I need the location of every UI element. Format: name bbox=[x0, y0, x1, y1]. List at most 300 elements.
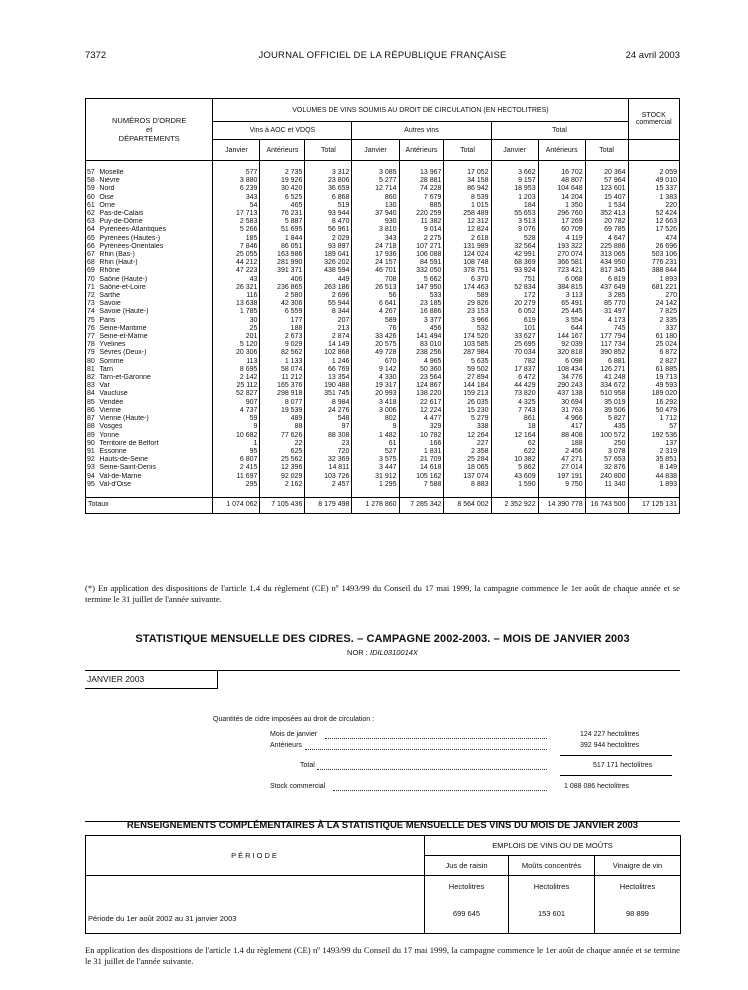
table-row bbox=[86, 226, 680, 234]
cidre-total-value: 517 171 hectolitres bbox=[593, 762, 653, 769]
col-janvier: Janvier bbox=[352, 140, 399, 161]
table-cell: 6 370 bbox=[444, 276, 491, 284]
table-cell: 296 760 bbox=[538, 210, 585, 218]
table-cell: 92 039 bbox=[538, 341, 585, 349]
col-total: Total bbox=[585, 140, 628, 161]
dept-name: Pyrénées-Atlantiques bbox=[99, 226, 212, 234]
table-cell: 885 bbox=[399, 202, 444, 210]
table-cell: 519 bbox=[305, 202, 352, 210]
table-cell: 332 050 bbox=[399, 267, 444, 275]
table-cell: 1 350 bbox=[538, 202, 585, 210]
table-cell: 74 228 bbox=[399, 185, 444, 193]
table-cell: 2 673 bbox=[260, 333, 305, 341]
table-row bbox=[86, 464, 680, 472]
table-cell: 3 447 bbox=[352, 464, 399, 472]
col-janvier: Janvier bbox=[491, 140, 538, 161]
table-cell: 225 886 bbox=[585, 243, 628, 251]
dept-number: 68 bbox=[86, 259, 100, 267]
table-row bbox=[86, 276, 680, 284]
table-cell: 19 713 bbox=[628, 374, 679, 382]
table-cell: 3 085 bbox=[352, 169, 399, 177]
dept-name: Seine-et-Marne bbox=[99, 333, 212, 341]
table-cell: 298 918 bbox=[260, 390, 305, 398]
aoc-group-header: Vins à AOC et VDQS bbox=[213, 122, 352, 140]
table-cell: 9 bbox=[352, 423, 399, 431]
dept-name: Puy-de-Dôme bbox=[99, 218, 212, 226]
table-cell: 1 785 bbox=[213, 308, 260, 316]
table-cell: 54 bbox=[213, 202, 260, 210]
table-cell: 42 991 bbox=[491, 251, 538, 259]
dept-number: 63 bbox=[86, 218, 100, 226]
cidre-anterieurs-value: 392 944 hectolitres bbox=[580, 742, 640, 749]
col-total: Total bbox=[444, 140, 491, 161]
table-cell: 528 bbox=[491, 235, 538, 243]
table-row bbox=[86, 210, 680, 218]
dept-number: 85 bbox=[86, 399, 100, 407]
table-row bbox=[86, 366, 680, 374]
table-row bbox=[86, 284, 680, 292]
table-cell: 5 266 bbox=[213, 226, 260, 234]
dept-name: Pyrénées-Orientales bbox=[99, 243, 212, 251]
dept-name: Tarn-et-Garonne bbox=[99, 374, 212, 382]
table-cell: 16 886 bbox=[399, 308, 444, 316]
table-cell: 1 482 bbox=[352, 432, 399, 440]
table-cell: 50 479 bbox=[628, 407, 679, 415]
table-cell: 220 259 bbox=[399, 210, 444, 218]
table-cell: 34 776 bbox=[538, 374, 585, 382]
table-cell: 73 820 bbox=[491, 390, 538, 398]
table-cell: 102 868 bbox=[305, 349, 352, 357]
table-row bbox=[86, 390, 680, 398]
table-row bbox=[86, 185, 680, 193]
table-cell: 708 bbox=[352, 276, 399, 284]
table-cell: 32 369 bbox=[305, 456, 352, 464]
table-cell: 751 bbox=[491, 276, 538, 284]
table-cell: 2 618 bbox=[444, 235, 491, 243]
table-cell: 4 647 bbox=[585, 235, 628, 243]
table-cell: 30 420 bbox=[260, 185, 305, 193]
table-cell: 46 701 bbox=[352, 267, 399, 275]
table-cell: 5 279 bbox=[444, 415, 491, 423]
table-cell: 44 212 bbox=[213, 259, 260, 267]
table-cell: 48 807 bbox=[538, 177, 585, 185]
dept-name: Nièvre bbox=[99, 177, 212, 185]
table-cell: 43 609 bbox=[491, 473, 538, 481]
page-number: 7372 bbox=[85, 50, 107, 61]
table-cell: 930 bbox=[352, 218, 399, 226]
dept-number: 77 bbox=[86, 333, 100, 341]
table-cell: 189 020 bbox=[628, 390, 679, 398]
table-row bbox=[86, 218, 680, 226]
table-cell: 3 662 bbox=[491, 169, 538, 177]
table-cell: 24 276 bbox=[305, 407, 352, 415]
table-cell: 434 950 bbox=[585, 259, 628, 267]
table-cell: 11 697 bbox=[213, 473, 260, 481]
table-cell: 44 429 bbox=[491, 382, 538, 390]
dept-number: 71 bbox=[86, 284, 100, 292]
table-cell: 31 912 bbox=[352, 473, 399, 481]
table-cell: 6 068 bbox=[538, 276, 585, 284]
table-cell: 313 065 bbox=[585, 251, 628, 259]
cidre-mois-value: 124 227 hectolitres bbox=[580, 731, 640, 738]
dept-name: Yvelines bbox=[99, 341, 212, 349]
dept-number: 57 bbox=[86, 169, 100, 177]
table-cell: 172 bbox=[491, 292, 538, 300]
dept-name: Savoie bbox=[99, 300, 212, 308]
table-cell: 343 bbox=[213, 194, 260, 202]
table-cell: 3 078 bbox=[585, 448, 628, 456]
table-cell: 92 029 bbox=[260, 473, 305, 481]
table-cell: 6 807 bbox=[213, 456, 260, 464]
col-total: Total bbox=[305, 140, 352, 161]
table-cell: 9 142 bbox=[352, 366, 399, 374]
table-cell: 8 344 bbox=[305, 308, 352, 316]
table-cell: 19 926 bbox=[260, 177, 305, 185]
table-cell: 177 bbox=[260, 317, 305, 325]
col-mouts: Moûts concentrés bbox=[509, 856, 595, 876]
table-cell: 34 158 bbox=[444, 177, 491, 185]
table-row bbox=[86, 473, 680, 481]
table-cell: 23 806 bbox=[305, 177, 352, 185]
table-cell: 435 bbox=[585, 423, 628, 431]
table-row bbox=[86, 317, 680, 325]
dept-name: Essonne bbox=[99, 448, 212, 456]
table-cell: 22 617 bbox=[399, 399, 444, 407]
footnote-campaign-2: En application des dispositions de l'article 1.4 du règlement (CE) nº 1493/99 du Conseil du 17 mai 1999, la campagne commence le 1er août de chaque année et se termine le 31 juillet de l'année suivante. bbox=[85, 945, 680, 966]
col-janvier: Janvier bbox=[213, 140, 260, 161]
table-cell: 10 382 bbox=[491, 456, 538, 464]
table-cell: 437 649 bbox=[585, 284, 628, 292]
table-cell: 26 321 bbox=[213, 284, 260, 292]
table-cell: 126 271 bbox=[585, 366, 628, 374]
table-cell: 49 728 bbox=[352, 349, 399, 357]
table-cell: 236 865 bbox=[260, 284, 305, 292]
table-cell: 1 831 bbox=[399, 448, 444, 456]
table-cell: 4 119 bbox=[538, 235, 585, 243]
table-cell: 61 180 bbox=[628, 333, 679, 341]
table-row bbox=[86, 382, 680, 390]
table-row bbox=[86, 194, 680, 202]
table-cell: 6 525 bbox=[260, 194, 305, 202]
table-row bbox=[86, 177, 680, 185]
total-cell: 16 743 500 bbox=[585, 497, 628, 513]
table-cell: 82 562 bbox=[260, 349, 305, 357]
table-cell: 207 bbox=[305, 317, 352, 325]
table-cell: 25 562 bbox=[260, 456, 305, 464]
table-cell: 437 138 bbox=[538, 390, 585, 398]
total-cell: 8 179 498 bbox=[305, 497, 352, 513]
table-cell: 6 559 bbox=[260, 308, 305, 316]
table-cell: 26 696 bbox=[628, 243, 679, 251]
table-cell: 12 264 bbox=[444, 432, 491, 440]
table-cell: 26 513 bbox=[352, 284, 399, 292]
table-cell: 124 867 bbox=[399, 382, 444, 390]
table-cell: 101 bbox=[491, 325, 538, 333]
periode-row-label: Période du 1er août 2002 au 31 janvier 2003 bbox=[86, 876, 425, 934]
renseignements-table bbox=[85, 835, 681, 934]
table-cell: 68 369 bbox=[491, 259, 538, 267]
table-cell: 20 364 bbox=[585, 169, 628, 177]
table-row bbox=[86, 325, 680, 333]
table-row bbox=[86, 243, 680, 251]
table-cell: 25 284 bbox=[444, 456, 491, 464]
table-cell: 20 993 bbox=[352, 390, 399, 398]
dept-number: 84 bbox=[86, 390, 100, 398]
table-cell: 406 bbox=[260, 276, 305, 284]
dept-name: Seine-Saint-Denis bbox=[99, 464, 212, 472]
table-cell: 13 967 bbox=[399, 169, 444, 177]
table-cell: 9 029 bbox=[260, 341, 305, 349]
dept-name: Sèvres (Deux-) bbox=[99, 349, 212, 357]
stock-header: STOCK commercial bbox=[628, 99, 679, 140]
table-cell: 138 220 bbox=[399, 390, 444, 398]
table-cell: 100 572 bbox=[585, 432, 628, 440]
table-cell: 388 844 bbox=[628, 267, 679, 275]
table-cell: 2 415 bbox=[213, 464, 260, 472]
table-cell: 782 bbox=[491, 358, 538, 366]
volumes-header: VOLUMES DE VINS SOUMIS AU DROIT DE CIRCULATION (EN HECTOLITRES) bbox=[213, 99, 628, 122]
table-cell: 15 230 bbox=[444, 407, 491, 415]
table-cell: 384 815 bbox=[538, 284, 585, 292]
dept-number: 86 bbox=[86, 407, 100, 415]
dept-name: Var bbox=[99, 382, 212, 390]
dept-number: 72 bbox=[86, 292, 100, 300]
dept-number: 79 bbox=[86, 349, 100, 357]
table-cell: 12 312 bbox=[444, 218, 491, 226]
table-cell: 9 750 bbox=[538, 481, 585, 489]
table-cell: 681 221 bbox=[628, 284, 679, 292]
table-cell: 14 811 bbox=[305, 464, 352, 472]
table-cell: 50 360 bbox=[399, 366, 444, 374]
table-cell: 417 bbox=[538, 423, 585, 431]
table-cell: 13 638 bbox=[213, 300, 260, 308]
table-cell: 6 868 bbox=[305, 194, 352, 202]
table-cell: 30 694 bbox=[538, 399, 585, 407]
total-cell: 7 105 436 bbox=[260, 497, 305, 513]
table-cell: 107 271 bbox=[399, 243, 444, 251]
table-cell: 3 513 bbox=[491, 218, 538, 226]
table-cell: 4 173 bbox=[585, 317, 628, 325]
table-cell: 8 149 bbox=[628, 464, 679, 472]
table-cell: 351 745 bbox=[305, 390, 352, 398]
table-cell: 326 202 bbox=[305, 259, 352, 267]
table-cell: 193 322 bbox=[538, 243, 585, 251]
table-cell: 33 426 bbox=[352, 333, 399, 341]
table-cell: 2 059 bbox=[628, 169, 679, 177]
dept-number: 76 bbox=[86, 325, 100, 333]
table-cell: 103 726 bbox=[305, 473, 352, 481]
table-cell: 31 497 bbox=[585, 308, 628, 316]
table-cell: 6 052 bbox=[491, 308, 538, 316]
dept-number: 80 bbox=[86, 358, 100, 366]
table-row bbox=[86, 349, 680, 357]
total-cell: 1 278 860 bbox=[352, 497, 399, 513]
table-cell: 17 713 bbox=[213, 210, 260, 218]
dept-number: 64 bbox=[86, 226, 100, 234]
table-cell: 55 944 bbox=[305, 300, 352, 308]
dept-name: Vendée bbox=[99, 399, 212, 407]
table-cell: 2 319 bbox=[628, 448, 679, 456]
table-cell: 390 852 bbox=[585, 349, 628, 357]
table-cell: 776 231 bbox=[628, 259, 679, 267]
table-cell: 57 bbox=[628, 423, 679, 431]
table-cell: 18 065 bbox=[444, 464, 491, 472]
table-cell: 1 bbox=[213, 440, 260, 448]
dept-number: 81 bbox=[86, 366, 100, 374]
table-cell: 2 029 bbox=[305, 235, 352, 243]
table-cell: 108 434 bbox=[538, 366, 585, 374]
table-cell: 14 204 bbox=[538, 194, 585, 202]
table-cell: 95 bbox=[213, 448, 260, 456]
dept-name: Hauts-de-Seine bbox=[99, 456, 212, 464]
table-cell: 3 418 bbox=[352, 399, 399, 407]
table-cell: 76 231 bbox=[260, 210, 305, 218]
table-cell: 189 041 bbox=[305, 251, 352, 259]
table-cell: 141 494 bbox=[399, 333, 444, 341]
table-cell: 320 818 bbox=[538, 349, 585, 357]
table-cell: 88 308 bbox=[305, 432, 352, 440]
table-cell: 23 185 bbox=[399, 300, 444, 308]
table-cell: 589 bbox=[444, 292, 491, 300]
table-cell: 287 984 bbox=[444, 349, 491, 357]
dept-name: Rhin (Haut-) bbox=[99, 259, 212, 267]
table-cell: 27 014 bbox=[538, 464, 585, 472]
table-cell: 6 872 bbox=[628, 349, 679, 357]
table-cell: 9 014 bbox=[399, 226, 444, 234]
table-cell: 188 bbox=[260, 325, 305, 333]
dept-name: Somme bbox=[99, 358, 212, 366]
emplois-header: EMPLOIS DE VINS OU DE MOÛTS bbox=[425, 836, 681, 856]
renseignements-title: RENSEIGNEMENTS COMPLÉMENTAIRES À LA STATISTIQUE MENSUELLE DES VINS DU MOIS DE JANVIER 2003 bbox=[126, 820, 639, 831]
table-cell: 16 292 bbox=[628, 399, 679, 407]
dept-name: Seine-Maritime bbox=[99, 325, 212, 333]
table-cell: 352 413 bbox=[585, 210, 628, 218]
table-cell: 12 824 bbox=[444, 226, 491, 234]
table-cell: 16 702 bbox=[538, 169, 585, 177]
table-cell: 4 477 bbox=[399, 415, 444, 423]
col-vinaigre: Vinaigre de vin bbox=[595, 856, 681, 876]
table-cell: 31 763 bbox=[538, 407, 585, 415]
table-row bbox=[86, 415, 680, 423]
table-cell: 42 306 bbox=[260, 300, 305, 308]
dept-name: Orne bbox=[99, 202, 212, 210]
table-cell: 9 157 bbox=[491, 177, 538, 185]
table-cell: 14 618 bbox=[399, 464, 444, 472]
table-cell: 5 635 bbox=[444, 358, 491, 366]
table-cell: 108 748 bbox=[444, 259, 491, 267]
table-row bbox=[86, 259, 680, 267]
dept-name: Val-d'Oise bbox=[99, 481, 212, 489]
table-cell: 52 834 bbox=[491, 284, 538, 292]
table-cell: 144 167 bbox=[538, 333, 585, 341]
table-cell: 510 958 bbox=[585, 390, 628, 398]
table-cell: 58 074 bbox=[260, 366, 305, 374]
table-cell: 622 bbox=[491, 448, 538, 456]
table-cell: 20 782 bbox=[585, 218, 628, 226]
table-cell: 533 bbox=[399, 292, 444, 300]
table-cell: 37 940 bbox=[352, 210, 399, 218]
table-cell: 6 641 bbox=[352, 300, 399, 308]
table-cell: 83 010 bbox=[399, 341, 444, 349]
footnote-campaign: (*) En application des dispositions de l'article 1.4 du règlement (CE) nº 1493/99 du Conseil du 17 mai 1999, la campagne commence le 1er août de chaque année et se termine le 31 juillet de l'année suivante. bbox=[85, 583, 680, 604]
table-cell: 7 588 bbox=[399, 481, 444, 489]
table-cell: 17 837 bbox=[491, 366, 538, 374]
cidre-anterieurs-label: Antérieurs bbox=[270, 742, 302, 749]
table-cell: 670 bbox=[352, 358, 399, 366]
table-cell: 137 074 bbox=[444, 473, 491, 481]
total-cell: 17 125 131 bbox=[628, 497, 679, 513]
table-cell: 51 695 bbox=[260, 226, 305, 234]
table-cell: 137 bbox=[628, 440, 679, 448]
table-cell: 12 224 bbox=[399, 407, 444, 415]
table-cell: 8 077 bbox=[260, 399, 305, 407]
table-cell: 17 052 bbox=[444, 169, 491, 177]
table-cell: 6 472 bbox=[491, 374, 538, 382]
table-row bbox=[86, 341, 680, 349]
total-group-header: Total bbox=[491, 122, 628, 140]
table-cell: 25 055 bbox=[213, 251, 260, 259]
table-row bbox=[86, 399, 680, 407]
dept-name: Oise bbox=[99, 194, 212, 202]
table-row bbox=[86, 235, 680, 243]
table-cell: 7 743 bbox=[491, 407, 538, 415]
periode-header: PÉRIODE bbox=[86, 836, 425, 876]
table-cell: 1 534 bbox=[585, 202, 628, 210]
table-cell: 17 936 bbox=[352, 251, 399, 259]
table-cell: 14 149 bbox=[305, 341, 352, 349]
table-cell: 2 696 bbox=[305, 292, 352, 300]
table-cell: 8 539 bbox=[444, 194, 491, 202]
table-row bbox=[86, 407, 680, 415]
table-cell: 117 734 bbox=[585, 341, 628, 349]
table-cell: 12 164 bbox=[491, 432, 538, 440]
table-cell: 10 782 bbox=[399, 432, 444, 440]
table-cell: 5 120 bbox=[213, 341, 260, 349]
table-cell: 192 536 bbox=[628, 432, 679, 440]
table-cell: 36 659 bbox=[305, 185, 352, 193]
table-cell: 23 564 bbox=[399, 374, 444, 382]
col-anterieurs: Antérieurs bbox=[260, 140, 305, 161]
table-cell: 3 966 bbox=[444, 317, 491, 325]
cidre-stock-label: Stock commercial bbox=[270, 783, 326, 790]
table-cell: 338 bbox=[444, 423, 491, 431]
table-cell: 2 457 bbox=[305, 481, 352, 489]
table-cell: 270 bbox=[628, 292, 679, 300]
table-cell: 93 924 bbox=[491, 267, 538, 275]
jus-cell: Hectolitres 699 645 bbox=[425, 876, 509, 934]
table-cell: 1 893 bbox=[628, 276, 679, 284]
table-cell: 24 142 bbox=[628, 300, 679, 308]
dept-name: Vaucluse bbox=[99, 390, 212, 398]
table-cell: 10 682 bbox=[213, 432, 260, 440]
table-cell: 3 285 bbox=[585, 292, 628, 300]
table-cell: 456 bbox=[399, 325, 444, 333]
table-cell: 52 424 bbox=[628, 210, 679, 218]
dept-number: 82 bbox=[86, 374, 100, 382]
table-cell: 2 580 bbox=[260, 292, 305, 300]
table-cell: 25 024 bbox=[628, 341, 679, 349]
table-cell: 59 bbox=[213, 415, 260, 423]
table-cell: 84 591 bbox=[399, 259, 444, 267]
table-row bbox=[86, 267, 680, 275]
table-cell: 22 bbox=[260, 440, 305, 448]
dept-name: Territoire de Belfort bbox=[99, 440, 212, 448]
table-cell: 258 489 bbox=[444, 210, 491, 218]
table-cell: 29 826 bbox=[444, 300, 491, 308]
table-cell: 17 269 bbox=[538, 218, 585, 226]
col-anterieurs: Antérieurs bbox=[399, 140, 444, 161]
table-cell: 3 575 bbox=[352, 456, 399, 464]
